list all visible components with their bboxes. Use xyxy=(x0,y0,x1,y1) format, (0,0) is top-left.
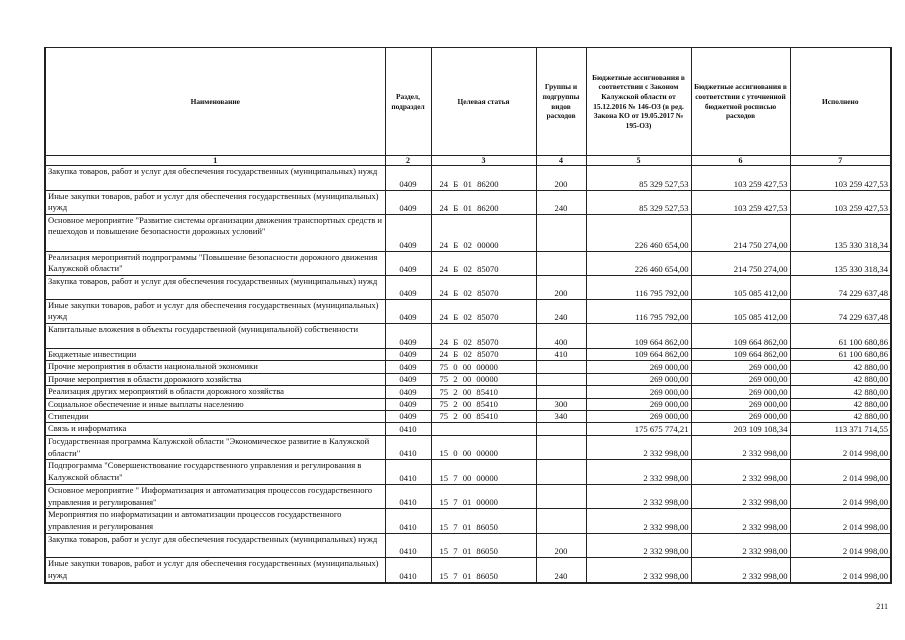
row-article: 24 Б 01 86200 xyxy=(431,191,536,215)
row-schedule-allocation: 2 332 998,00 xyxy=(691,460,790,485)
row-executed: 74 229 637,48 xyxy=(790,300,891,324)
row-schedule-allocation: 2 332 998,00 xyxy=(691,509,790,534)
row-article: 15 7 01 00000 xyxy=(431,485,536,509)
row-law-allocation: 2 332 998,00 xyxy=(586,558,691,583)
row-name: Мероприятия по информатизации и автоматизации процессов государственного управления и регулирования xyxy=(45,509,385,534)
row-executed: 2 014 998,00 xyxy=(790,509,891,534)
row-group: 240 xyxy=(536,191,586,215)
row-article: 24 Б 02 85070 xyxy=(431,276,536,300)
row-article: 24 Б 02 85070 xyxy=(431,300,536,324)
row-name: Основное мероприятие "Развитие системы организации движения транспортных средств и пешеходов и повышение безопасности дорожных условий" xyxy=(45,215,385,252)
row-executed: 135 330 318,34 xyxy=(790,215,891,252)
header-row xyxy=(45,48,891,156)
budget-table xyxy=(44,47,892,584)
column-number: 3 xyxy=(431,156,536,166)
table-row xyxy=(45,349,891,361)
row-name: Подпрограмма "Совершенствование государственного управления и регулирования в Калужской области" xyxy=(45,460,385,485)
row-executed: 2 014 998,00 xyxy=(790,436,891,460)
row-name: Иные закупки товаров, работ и услуг для обеспечения государственных (муниципальных) нужд xyxy=(45,300,385,324)
row-name: Социальное обеспечение и иные выплаты населению xyxy=(45,398,385,410)
row-group: 200 xyxy=(536,166,586,191)
row-name: Связь и информатика xyxy=(45,423,385,436)
column-number: 4 xyxy=(536,156,586,166)
column-number: 6 xyxy=(691,156,790,166)
row-group: 200 xyxy=(536,276,586,300)
row-article: 15 7 01 86050 xyxy=(431,558,536,583)
row-group: 340 xyxy=(536,411,586,423)
table-row xyxy=(45,373,891,385)
row-section: 0409 xyxy=(385,300,431,324)
row-name: Капитальные вложения в объекты государственной (муниципальной) собственности xyxy=(45,324,385,349)
row-schedule-allocation: 2 332 998,00 xyxy=(691,558,790,583)
row-section: 0409 xyxy=(385,373,431,385)
row-group: 300 xyxy=(536,398,586,410)
row-law-allocation: 269 000,00 xyxy=(586,386,691,398)
row-law-allocation: 269 000,00 xyxy=(586,373,691,385)
row-section: 0409 xyxy=(385,276,431,300)
table-row xyxy=(45,215,891,252)
row-article: 24 Б 02 00000 xyxy=(431,215,536,252)
row-article: 75 0 00 00000 xyxy=(431,361,536,373)
row-schedule-allocation: 105 085 412,00 xyxy=(691,276,790,300)
table-row xyxy=(45,509,891,534)
row-executed: 103 259 427,53 xyxy=(790,191,891,215)
row-schedule-allocation: 269 000,00 xyxy=(691,398,790,410)
table-row xyxy=(45,485,891,509)
row-group xyxy=(536,509,586,534)
page-number: 211 xyxy=(876,602,888,611)
row-schedule-allocation: 103 259 427,53 xyxy=(691,191,790,215)
row-group xyxy=(536,252,586,276)
row-executed: 113 371 714,55 xyxy=(790,423,891,436)
row-schedule-allocation: 214 750 274,00 xyxy=(691,215,790,252)
row-schedule-allocation: 103 259 427,53 xyxy=(691,166,790,191)
row-name: Иные закупки товаров, работ и услуг для обеспечения государственных (муниципальных) нужд xyxy=(45,191,385,215)
row-schedule-allocation: 269 000,00 xyxy=(691,361,790,373)
row-executed: 42 880,00 xyxy=(790,398,891,410)
row-article: 15 7 01 86050 xyxy=(431,509,536,534)
row-name: Реализация мероприятий подпрограммы "Повышение безопасности дорожного движения Калужской области" xyxy=(45,252,385,276)
row-group: 410 xyxy=(536,349,586,361)
row-group xyxy=(536,423,586,436)
header-section: Раздел, подраздел xyxy=(385,48,431,156)
table-row xyxy=(45,534,891,558)
row-name: Бюджетные инвестиции xyxy=(45,349,385,361)
row-section: 0409 xyxy=(385,386,431,398)
row-name: Закупка товаров, работ и услуг для обеспечения государственных (муниципальных) нужд xyxy=(45,276,385,300)
row-law-allocation: 269 000,00 xyxy=(586,411,691,423)
row-schedule-allocation: 2 332 998,00 xyxy=(691,534,790,558)
row-law-allocation: 2 332 998,00 xyxy=(586,509,691,534)
table-row xyxy=(45,460,891,485)
table-row xyxy=(45,398,891,410)
row-name: Стипендии xyxy=(45,411,385,423)
row-section: 0409 xyxy=(385,398,431,410)
row-law-allocation: 269 000,00 xyxy=(586,361,691,373)
row-article: 24 Б 01 86200 xyxy=(431,166,536,191)
row-schedule-allocation: 269 000,00 xyxy=(691,373,790,385)
header-name: Наименование xyxy=(45,48,385,156)
row-article: 75 2 00 85410 xyxy=(431,411,536,423)
row-name: Основное мероприятие " Информатизация и автоматизация процессов государственного управления и регулирования" xyxy=(45,485,385,509)
row-article: 24 Б 02 85070 xyxy=(431,349,536,361)
row-article: 24 Б 02 85070 xyxy=(431,252,536,276)
row-schedule-allocation: 214 750 274,00 xyxy=(691,252,790,276)
table-row xyxy=(45,361,891,373)
row-law-allocation: 116 795 792,00 xyxy=(586,276,691,300)
row-law-allocation: 2 332 998,00 xyxy=(586,460,691,485)
row-executed: 103 259 427,53 xyxy=(790,166,891,191)
row-section: 0410 xyxy=(385,485,431,509)
row-schedule-allocation: 109 664 862,00 xyxy=(691,349,790,361)
row-executed: 42 880,00 xyxy=(790,386,891,398)
row-section: 0410 xyxy=(385,460,431,485)
table-row xyxy=(45,300,891,324)
row-executed: 42 880,00 xyxy=(790,373,891,385)
table-row xyxy=(45,423,891,436)
row-name: Иные закупки товаров, работ и услуг для обеспечения государственных (муниципальных) нужд xyxy=(45,558,385,583)
column-number: 1 xyxy=(45,156,385,166)
row-section: 0409 xyxy=(385,252,431,276)
row-group xyxy=(536,215,586,252)
row-group xyxy=(536,485,586,509)
table-row xyxy=(45,436,891,460)
row-executed: 135 330 318,34 xyxy=(790,252,891,276)
row-law-allocation: 116 795 792,00 xyxy=(586,300,691,324)
row-section: 0409 xyxy=(385,166,431,191)
row-group xyxy=(536,460,586,485)
row-name: Прочие мероприятия в области национальной экономики xyxy=(45,361,385,373)
header-article: Целевая статья xyxy=(431,48,536,156)
row-law-allocation: 2 332 998,00 xyxy=(586,485,691,509)
row-schedule-allocation: 2 332 998,00 xyxy=(691,485,790,509)
row-executed: 61 100 680,86 xyxy=(790,349,891,361)
row-law-allocation: 226 460 654,00 xyxy=(586,252,691,276)
row-law-allocation: 85 329 527,53 xyxy=(586,166,691,191)
row-group: 400 xyxy=(536,324,586,349)
row-group xyxy=(536,436,586,460)
row-group xyxy=(536,373,586,385)
column-number: 5 xyxy=(586,156,691,166)
row-law-allocation: 226 460 654,00 xyxy=(586,215,691,252)
row-article: 15 0 00 00000 xyxy=(431,436,536,460)
row-section: 0409 xyxy=(385,191,431,215)
header-group: Группы и подгруппы видов расходов xyxy=(536,48,586,156)
row-law-allocation: 175 675 774,21 xyxy=(586,423,691,436)
row-section: 0410 xyxy=(385,509,431,534)
row-article: 24 Б 02 85070 xyxy=(431,324,536,349)
row-article xyxy=(431,423,536,436)
header-law-allocation: Бюджетные ассигнования в соответствии с Законом Калужской области от 15.12.2016 № 146-ОЗ (в ред. Закона КО от 19.05.2017 № 195-ОЗ) xyxy=(586,48,691,156)
row-section: 0410 xyxy=(385,436,431,460)
table-row xyxy=(45,386,891,398)
row-schedule-allocation: 269 000,00 xyxy=(691,386,790,398)
row-article: 15 7 00 00000 xyxy=(431,460,536,485)
row-schedule-allocation: 105 085 412,00 xyxy=(691,300,790,324)
column-number-row xyxy=(45,156,891,166)
row-name: Закупка товаров, работ и услуг для обеспечения государственных (муниципальных) нужд xyxy=(45,534,385,558)
table-row xyxy=(45,276,891,300)
row-section: 0410 xyxy=(385,558,431,583)
row-name: Государственная программа Калужской области "Экономическое развитие в Калужской области" xyxy=(45,436,385,460)
row-law-allocation: 85 329 527,53 xyxy=(586,191,691,215)
row-article: 15 7 01 86050 xyxy=(431,534,536,558)
table-row xyxy=(45,411,891,423)
row-law-allocation: 2 332 998,00 xyxy=(586,534,691,558)
row-schedule-allocation: 203 109 108,34 xyxy=(691,423,790,436)
row-group xyxy=(536,386,586,398)
row-section: 0410 xyxy=(385,534,431,558)
row-executed: 2 014 998,00 xyxy=(790,485,891,509)
header-executed: Исполнено xyxy=(790,48,891,156)
row-executed: 61 100 680,86 xyxy=(790,324,891,349)
row-group: 240 xyxy=(536,300,586,324)
row-schedule-allocation: 109 664 862,00 xyxy=(691,324,790,349)
row-executed: 42 880,00 xyxy=(790,411,891,423)
row-section: 0410 xyxy=(385,423,431,436)
row-section: 0409 xyxy=(385,215,431,252)
row-law-allocation: 269 000,00 xyxy=(586,398,691,410)
row-executed: 2 014 998,00 xyxy=(790,534,891,558)
row-law-allocation: 2 332 998,00 xyxy=(586,436,691,460)
header-schedule-allocation: Бюджетные ассигнования в соответствии с уточненной бюджетной росписью расходов xyxy=(691,48,790,156)
row-law-allocation: 109 664 862,00 xyxy=(586,349,691,361)
row-executed: 74 229 637,48 xyxy=(790,276,891,300)
row-law-allocation: 109 664 862,00 xyxy=(586,324,691,349)
row-executed: 2 014 998,00 xyxy=(790,558,891,583)
table-row xyxy=(45,191,891,215)
row-group: 200 xyxy=(536,534,586,558)
row-name: Закупка товаров, работ и услуг для обеспечения государственных (муниципальных) нужд xyxy=(45,166,385,191)
row-schedule-allocation: 269 000,00 xyxy=(691,411,790,423)
row-group xyxy=(536,361,586,373)
row-executed: 2 014 998,00 xyxy=(790,460,891,485)
row-section: 0409 xyxy=(385,411,431,423)
table-row xyxy=(45,324,891,349)
column-number: 7 xyxy=(790,156,891,166)
row-article: 75 2 00 85410 xyxy=(431,398,536,410)
row-article: 75 2 00 85410 xyxy=(431,386,536,398)
row-schedule-allocation: 2 332 998,00 xyxy=(691,436,790,460)
row-name: Реализация других мероприятий в области дорожного хозяйства xyxy=(45,386,385,398)
row-executed: 42 880,00 xyxy=(790,361,891,373)
table-row xyxy=(45,558,891,583)
row-article: 75 2 00 00000 xyxy=(431,373,536,385)
table-row xyxy=(45,252,891,276)
row-section: 0409 xyxy=(385,361,431,373)
table-row xyxy=(45,166,891,191)
row-section: 0409 xyxy=(385,349,431,361)
row-group: 240 xyxy=(536,558,586,583)
row-name: Прочие мероприятия в области дорожного хозяйства xyxy=(45,373,385,385)
column-number: 2 xyxy=(385,156,431,166)
row-section: 0409 xyxy=(385,324,431,349)
